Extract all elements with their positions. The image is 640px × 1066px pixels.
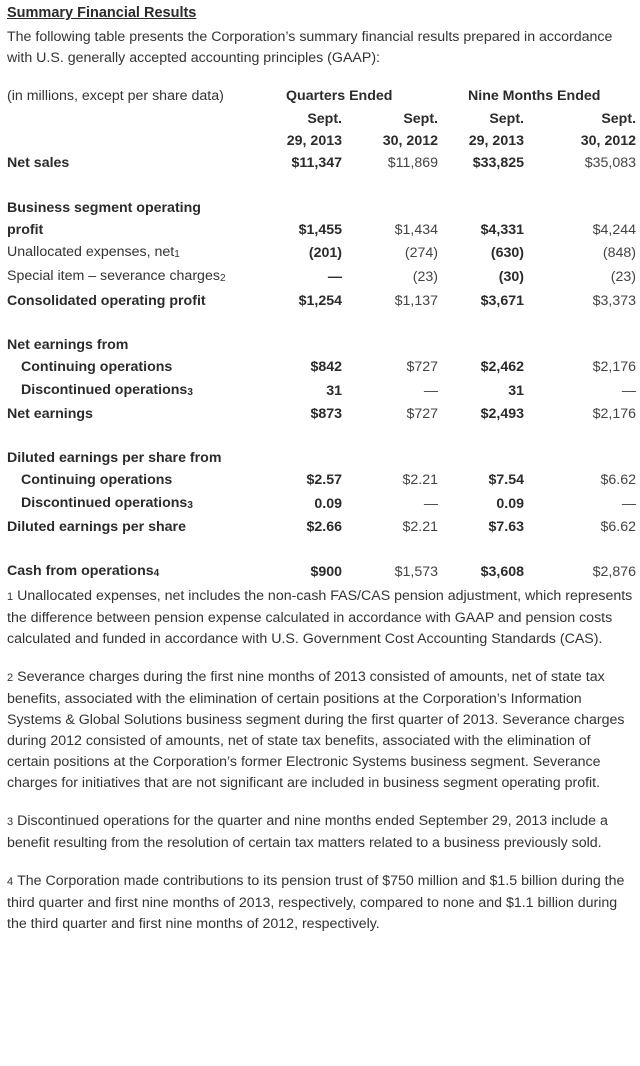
cell-value: 0.09: [314, 495, 342, 512]
cell-value: (848): [602, 245, 637, 262]
table-row: [0, 289, 640, 311]
cell-value: $3,671: [480, 292, 524, 309]
cell-value: $900: [310, 564, 342, 581]
cell-value: 0.09: [496, 495, 524, 512]
table-row: [0, 265, 640, 289]
table-header-row: [0, 107, 640, 129]
column-header: 30, 2012: [382, 132, 438, 149]
cell-value: (23): [412, 269, 438, 286]
cell-value: $873: [310, 405, 342, 422]
column-header: Sept.: [403, 110, 438, 127]
footnote-marker: 2: [219, 273, 226, 285]
footnote-number: 2: [7, 672, 14, 684]
footnote-marker: 3: [187, 386, 193, 398]
cell-value: $2,462: [480, 359, 524, 376]
footnote: [7, 586, 633, 650]
cell-value: $11,869: [387, 155, 438, 172]
row-label: Special item – severance charges$_2$: [7, 268, 226, 285]
cell-value: $1,434: [394, 222, 438, 239]
cell-value: $727: [406, 405, 438, 422]
column-header: Sept.: [489, 110, 524, 127]
table-header-row: [0, 130, 640, 152]
row-label: Diluted earnings per share from: [7, 450, 222, 467]
footnote-text: Severance charges during the first nine months of 2013 consisted of amounts, net of state tax benefits, associated with the elimination of certain positions at the Corporation’s Information Systems & Global Solutions business segment during the first quarter of 2013. Severance charges during 2012 consisted of amounts, net of state tax benefits, associated with the elimination of certain positions at the Corporation’s former Electronic Systems business segment. Severance charges for initiatives that are not significant are included in business segment operating profit.: [7, 669, 625, 791]
cell-value: (201): [308, 245, 342, 262]
table-row: [0, 241, 640, 265]
cell-value: 31: [508, 382, 524, 399]
intro-paragraph: The following table presents the Corporation’s summary financial results prepared in accordance with U.S. generally accepted accounting principles (GAAP):: [7, 29, 613, 66]
footnote-marker: 1: [174, 249, 180, 261]
table-row: [0, 447, 640, 469]
cell-value: $2,876: [592, 564, 637, 581]
cell-value: $4,331: [480, 222, 524, 239]
cell-value: $4,244: [592, 222, 637, 239]
cell-value: $1,254: [298, 292, 342, 309]
footnote-marker: 4: [153, 568, 160, 580]
table-row: [0, 379, 640, 403]
cell-value: (23): [610, 269, 637, 286]
cell-value: $1,573: [394, 564, 438, 581]
cell-value: $2,176: [592, 405, 637, 422]
footnote-marker: 3: [187, 499, 193, 511]
cell-value: $3,373: [592, 292, 637, 309]
cell-value: $33,825: [472, 155, 524, 172]
cell-value: (274): [404, 245, 438, 262]
cell-value: $3,608: [480, 564, 524, 581]
footnotes: [7, 586, 633, 952]
cell-value: $7.63: [488, 518, 524, 535]
row-label: Net earnings: [7, 405, 93, 422]
cell-value: $6.62: [600, 518, 637, 535]
cell-value: $842: [310, 359, 342, 376]
row-label: Discontinued operations$_3$: [21, 494, 193, 511]
cell-value: $6.62: [600, 472, 637, 489]
footnote-text: The Corporation made contributions to its pension trust of $750 million and $1.5 billion during the third quarter and first nine months of 2013, respectively, compared to none and $1.1 billion during the third quarter and first nine months of 2012, respectively.: [7, 873, 625, 932]
table-row: [0, 197, 640, 219]
row-label: Continuing operations: [21, 472, 173, 489]
table-row: [0, 560, 640, 584]
row-label: profit: [7, 222, 44, 239]
row-label: Net sales: [7, 155, 70, 172]
cell-value: 31: [326, 382, 342, 399]
cell-value: $2.57: [306, 472, 342, 489]
cell-value: $2.21: [402, 472, 438, 489]
table-row: [0, 516, 640, 538]
units-label: (in millions, except per share data): [7, 88, 224, 105]
footnote-number: 3: [7, 816, 14, 828]
row-label: Continuing operations: [21, 359, 173, 376]
cell-value: (630): [490, 245, 524, 262]
cell-value: —: [621, 495, 637, 512]
cell-value: —: [327, 269, 342, 286]
row-label: Business segment operating: [7, 199, 201, 216]
column-header: Sept.: [307, 110, 342, 127]
financial-results-table: [0, 85, 640, 584]
cell-value: $2.21: [402, 518, 438, 535]
column-header: Sept.: [601, 110, 637, 127]
row-label: Net earnings from: [7, 336, 129, 353]
page-title: Summary Financial Results: [7, 5, 197, 21]
footnote-text: Unallocated expenses, net includes the non-cash FAS/CAS pension adjustment, which represents the difference between pension expense calculated in accordance with GAAP and pension costs calculated and funded in accordance with U.S. Government Cost Accounting Standards (CAS).: [7, 588, 633, 647]
table-row: [0, 152, 640, 174]
cell-value: $11,347: [291, 155, 342, 172]
cell-value: $727: [406, 359, 438, 376]
row-label: Cash from operations$_4$: [7, 563, 160, 580]
table-row: [0, 219, 640, 241]
quarters-ended-header: Quarters Ended: [286, 88, 393, 105]
table-row: [0, 356, 640, 378]
nine-months-ended-header: Nine Months Ended: [468, 88, 601, 105]
table-row: [0, 469, 640, 491]
table-row: [0, 492, 640, 516]
column-header: 29, 2013: [468, 132, 524, 149]
table-row: [0, 334, 640, 356]
footnote-text: Discontinued operations for the quarter and nine months ended September 29, 2013 include a benefit resulting from the resolution of certain tax matters related to a business previously sold.: [7, 813, 608, 851]
cell-value: —: [621, 382, 637, 399]
footnote: [7, 871, 633, 935]
cell-value: $1,137: [394, 292, 438, 309]
cell-value: —: [423, 495, 438, 512]
footnote-number: 4: [7, 876, 14, 888]
column-header: 29, 2013: [286, 132, 342, 149]
row-label: Consolidated operating profit: [7, 292, 206, 309]
cell-value: $35,083: [584, 155, 637, 172]
cell-value: $2,176: [592, 359, 637, 376]
cell-value: (30): [498, 269, 524, 286]
footnote-number: 1: [7, 591, 14, 603]
cell-value: —: [423, 382, 438, 399]
cell-value: $7.54: [488, 472, 524, 489]
footnote: [7, 667, 633, 794]
row-label: Discontinued operations$_3$: [21, 381, 193, 398]
cell-value: $2,493: [480, 405, 524, 422]
row-label: Unallocated expenses, net$_1$: [7, 244, 180, 261]
table-row: [0, 403, 640, 425]
footnote: [7, 811, 633, 854]
row-label: Diluted earnings per share: [7, 518, 186, 535]
cell-value: $1,455: [298, 222, 342, 239]
table-header-row: [0, 85, 640, 107]
column-header: 30, 2012: [580, 132, 637, 149]
cell-value: $2.66: [306, 518, 342, 535]
